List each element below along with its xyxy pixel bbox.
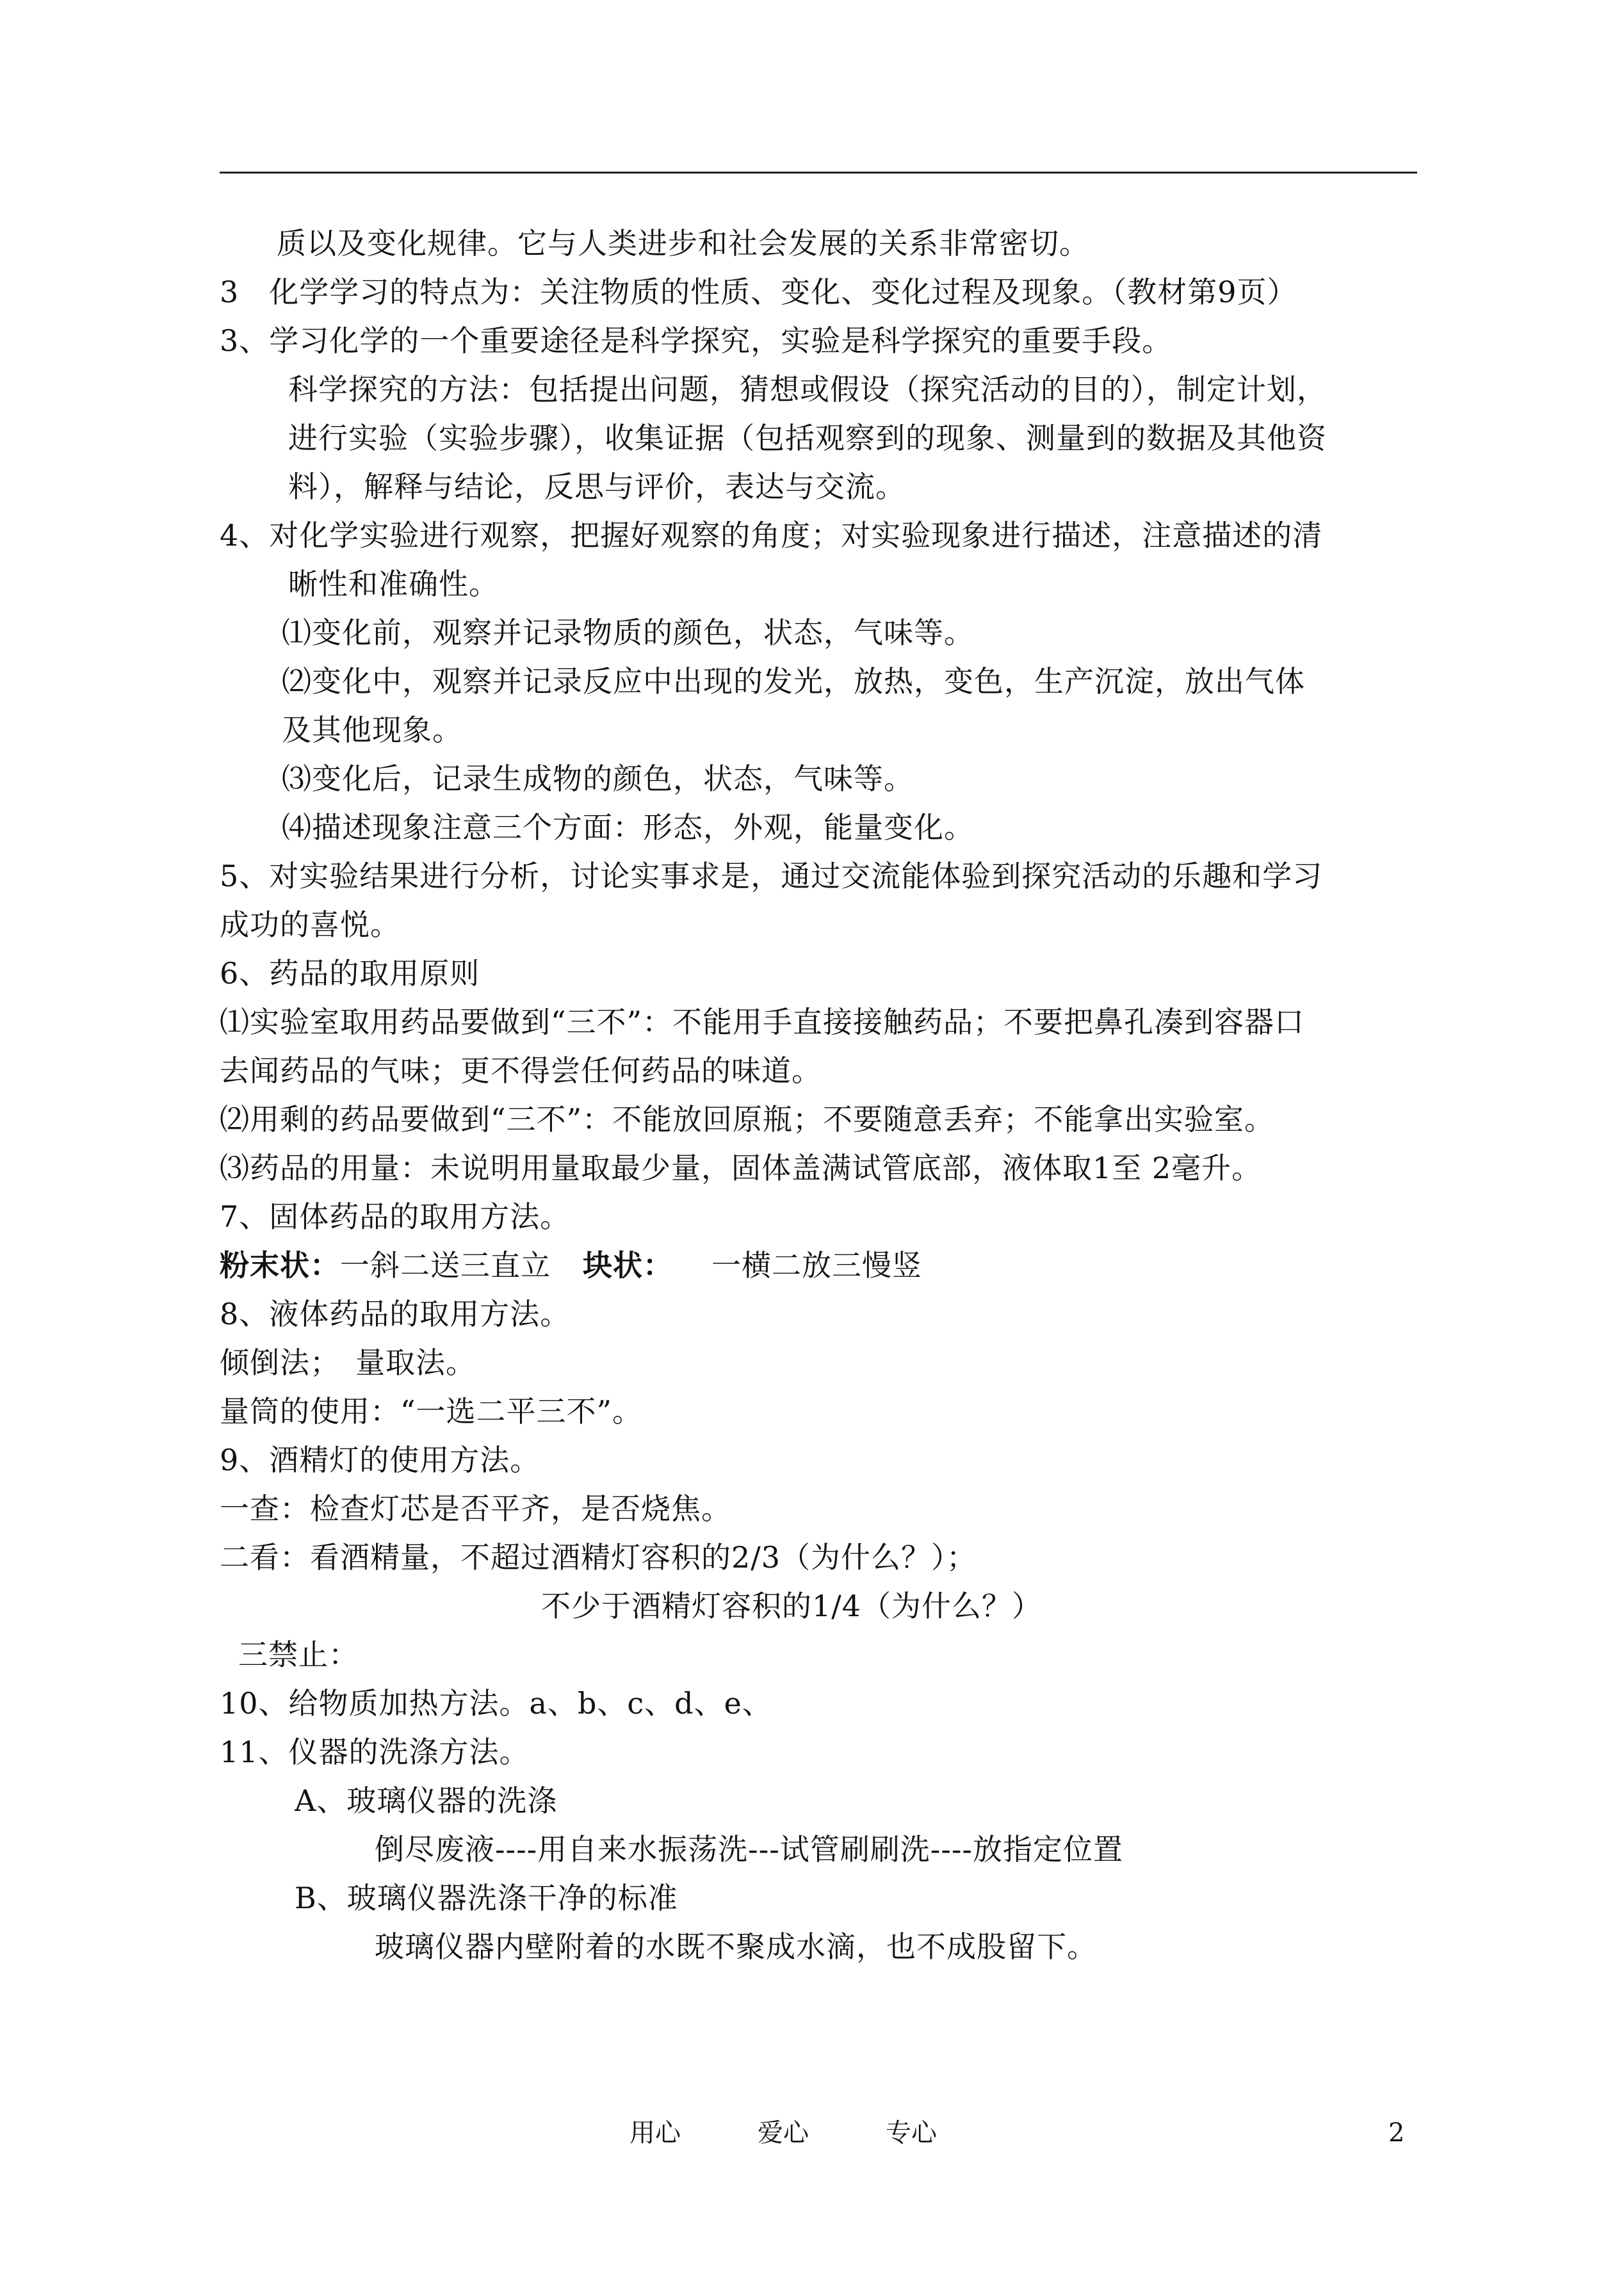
text-line: 成功的喜悦。 [220, 907, 400, 942]
block-steps: 一横二放三慢竖 [711, 1248, 922, 1283]
text-line: 3、学习化学的一个重要途径是科学探究，实验是科学探究的重要手段。 [220, 323, 1173, 358]
header-rule [220, 172, 1417, 174]
text-line: 4、对化学实验进行观察，把握好观察的角度；对实验现象进行描述，注意描述的清 [220, 518, 1323, 553]
powder-steps: 一斜二送三直立 [340, 1248, 551, 1283]
text-line: 晰性和准确性。 [288, 567, 499, 601]
text-line: 7、固体药品的取用方法。 [220, 1199, 571, 1234]
solid-method-line [220, 1247, 922, 1283]
text-line: 5、对实验结果进行分析，讨论实事求是，通过交流能体验到探究活动的乐趣和学习 [220, 859, 1323, 893]
text-line: 不少于酒精灯容积的1/4（为什么？） [541, 1589, 1043, 1623]
text-line: 6、药品的取用原则 [220, 956, 480, 991]
text-line: A、玻璃仪器的洗涤 [295, 1783, 558, 1818]
text-line: 三禁止： [238, 1637, 359, 1672]
text-line: 料），解释与结论，反思与评价，表达与交流。 [288, 469, 905, 504]
text-line: 10、给物质加热方法。a、b、c、d、e、 [220, 1686, 772, 1721]
footer-motto-2: 爱心 [758, 2118, 809, 2148]
text-line: ⑵变化中，观察并记录反应中出现的发光，放热，变色，生产沉淀，放出气体 [282, 664, 1305, 699]
text-line: ⑷描述现象注意三个方面：形态，外观，能量变化。 [282, 810, 974, 845]
text-line: 倾倒法； 量取法。 [220, 1345, 476, 1380]
text-line: 去闻药品的气味；更不得尝任何药品的味道。 [220, 1053, 822, 1088]
text-line: 及其他现象。 [282, 713, 462, 747]
text-line: ⑶药品的用量：未说明用量取最少量，固体盖满试管底部，液体取1至 2毫升。 [220, 1151, 1262, 1185]
text-line: ⑶变化后，记录生成物的颜色，状态，气味等。 [282, 761, 914, 796]
text-line: 玻璃仪器内壁附着的水既不聚成水滴，也不成股留下。 [375, 1929, 1097, 1964]
footer-motto-3: 专心 [886, 2118, 937, 2148]
text-line: 科学探究的方法：包括提出问题，猜想或假设（探究活动的目的），制定计划， [288, 372, 1327, 407]
footer-motto-1: 用心 [629, 2118, 681, 2148]
text-line: B、玻璃仪器洗涤干净的标准 [295, 1881, 678, 1915]
text-line: 一查：检查灯芯是否平齐，是否烧焦。 [220, 1491, 731, 1526]
text-line: 量筒的使用：“一选二平三不”。 [220, 1394, 643, 1429]
text-line: 质以及变化规律。它与人类进步和社会发展的关系非常密切。 [277, 226, 1089, 261]
text-line: 进行实验（实验步骤），收集证据（包括观察到的现象、测量到的数据及其他资 [288, 421, 1327, 455]
text-line: ⑵用剩的药品要做到“三不”：不能放回原瓶；不要随意丢弃；不能拿出实验室。 [220, 1102, 1275, 1137]
text-line: 9、酒精灯的使用方法。 [220, 1443, 540, 1477]
powder-label: 粉末状： [220, 1248, 340, 1283]
text-line: 8、液体药品的取用方法。 [220, 1297, 571, 1331]
text-line: ⑴变化前，观察并记录物质的颜色，状态，气味等。 [282, 615, 974, 650]
text-line: 二看：看酒精量，不超过酒精灯容积的2/3（为什么？）； [220, 1540, 977, 1575]
block-label: 块状： [583, 1248, 673, 1283]
text-line: 倒尽废液----用自来水振荡洗---试管刷刷洗----放指定位置 [375, 1832, 1123, 1867]
page-number: 2 [1388, 2118, 1405, 2148]
text-line: ⑴实验室取用药品要做到“三不”：不能用手直接接触药品；不要把鼻孔凑到容器口 [220, 1005, 1305, 1039]
text-line: 3 化学学习的特点为：关注物质的性质、变化、变化过程及现象。（教材第9页） [220, 275, 1297, 309]
text-line: 11、仪器的洗涤方法。 [220, 1735, 530, 1769]
